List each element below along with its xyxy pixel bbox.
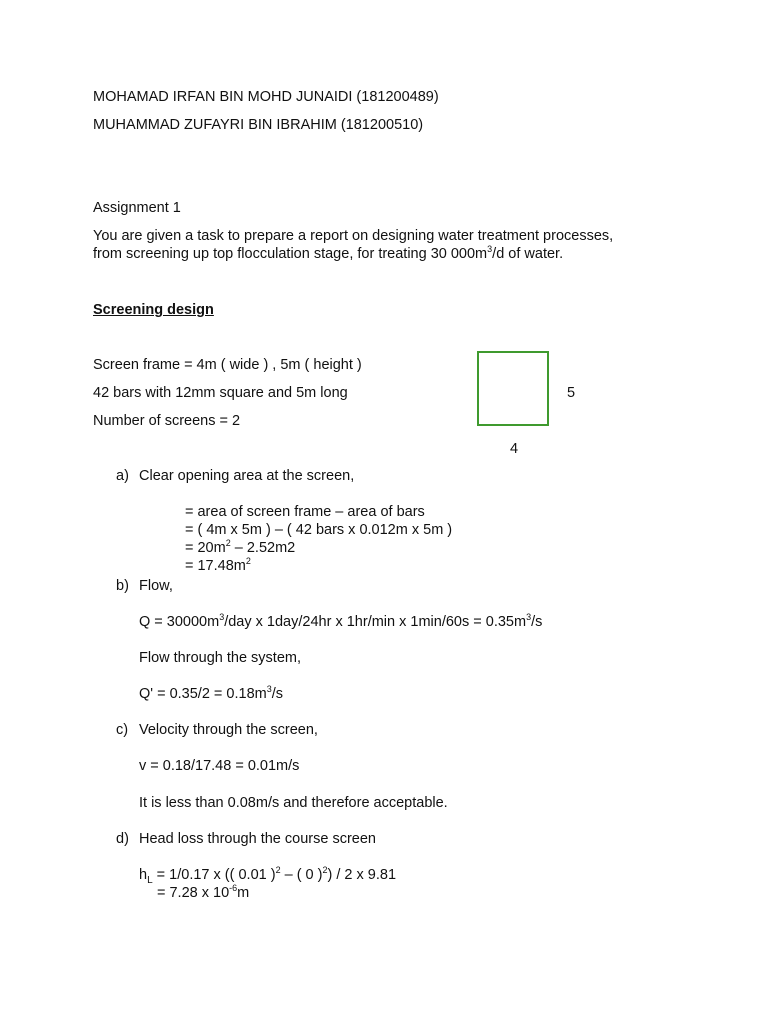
assignment-title: Assignment 1	[93, 200, 181, 216]
item-c-marker: c)	[116, 722, 129, 738]
headloss-result: = 7.28 x $10^{-6}m$	[157, 883, 250, 901]
item-a-line-1: = area of screen frame – area of bars	[185, 504, 425, 520]
item-a-marker: a)	[116, 468, 129, 484]
task-line-2: from screening up top flocculation stage, for treating 30 $000m^3/d$ of water.	[93, 244, 564, 262]
item-d-label: Head loss through the course screen	[139, 831, 376, 847]
student-name-2: MUHAMMAD ZUFAYRI BIN IBRAHIM (181200510)	[93, 117, 424, 133]
velocity-note: It is less than 0.08m/s and therefore acceptable.	[139, 795, 448, 811]
dimension-height-label: 5	[567, 385, 576, 401]
headloss-equation: $h_L = 1/0.17$ x (( 0.01 )$^2$ – ( 0 )$^2$) / 2 x 9.81	[139, 865, 397, 886]
task-line-1: You are given a task to prepare a report on designing water treatment processes,	[93, 228, 614, 244]
bars-text: 42 bars with 12mm square and 5m long	[93, 385, 348, 401]
item-c-label: Velocity through the screen,	[139, 722, 318, 738]
flow-per-screen-equation: $Q' = 0.35/2 = 0.18m^3/s$	[139, 684, 284, 702]
velocity-equation: v = 0.18/17.48 = 0.01m/s	[139, 758, 300, 774]
item-d-marker: d)	[116, 831, 129, 847]
item-b-label: Flow,	[139, 578, 173, 594]
item-a-line-3: = $20m^2 - 2.52m2$	[185, 538, 296, 556]
item-a-line-2: = ( 4m x 5m ) – ( 42 bars x 0.012m x 5m )	[185, 522, 453, 538]
item-a-label: Clear opening area at the screen,	[139, 468, 355, 484]
screen-frame-diagram	[477, 351, 549, 426]
screens-count-text: Number of screens = 2	[93, 413, 241, 429]
section-heading: Screening design	[93, 302, 214, 318]
item-a-line-4: = $17.48m^2$	[185, 556, 251, 574]
screen-frame-text: Screen frame = 4m ( wide ) , 5m ( height )	[93, 357, 362, 373]
flow-equation: $Q = 30000m^3$/day x 1day/24hr x 1hr/min x $1\min/60s = 0.35m^3/s$	[139, 612, 543, 630]
flow-through-label: Flow through the system,	[139, 650, 301, 666]
dimension-width-label: 4	[510, 441, 519, 457]
item-b-marker: b)	[116, 578, 129, 594]
student-name-1: MOHAMAD IRFAN BIN MOHD JUNAIDI (181200489)	[93, 89, 439, 105]
